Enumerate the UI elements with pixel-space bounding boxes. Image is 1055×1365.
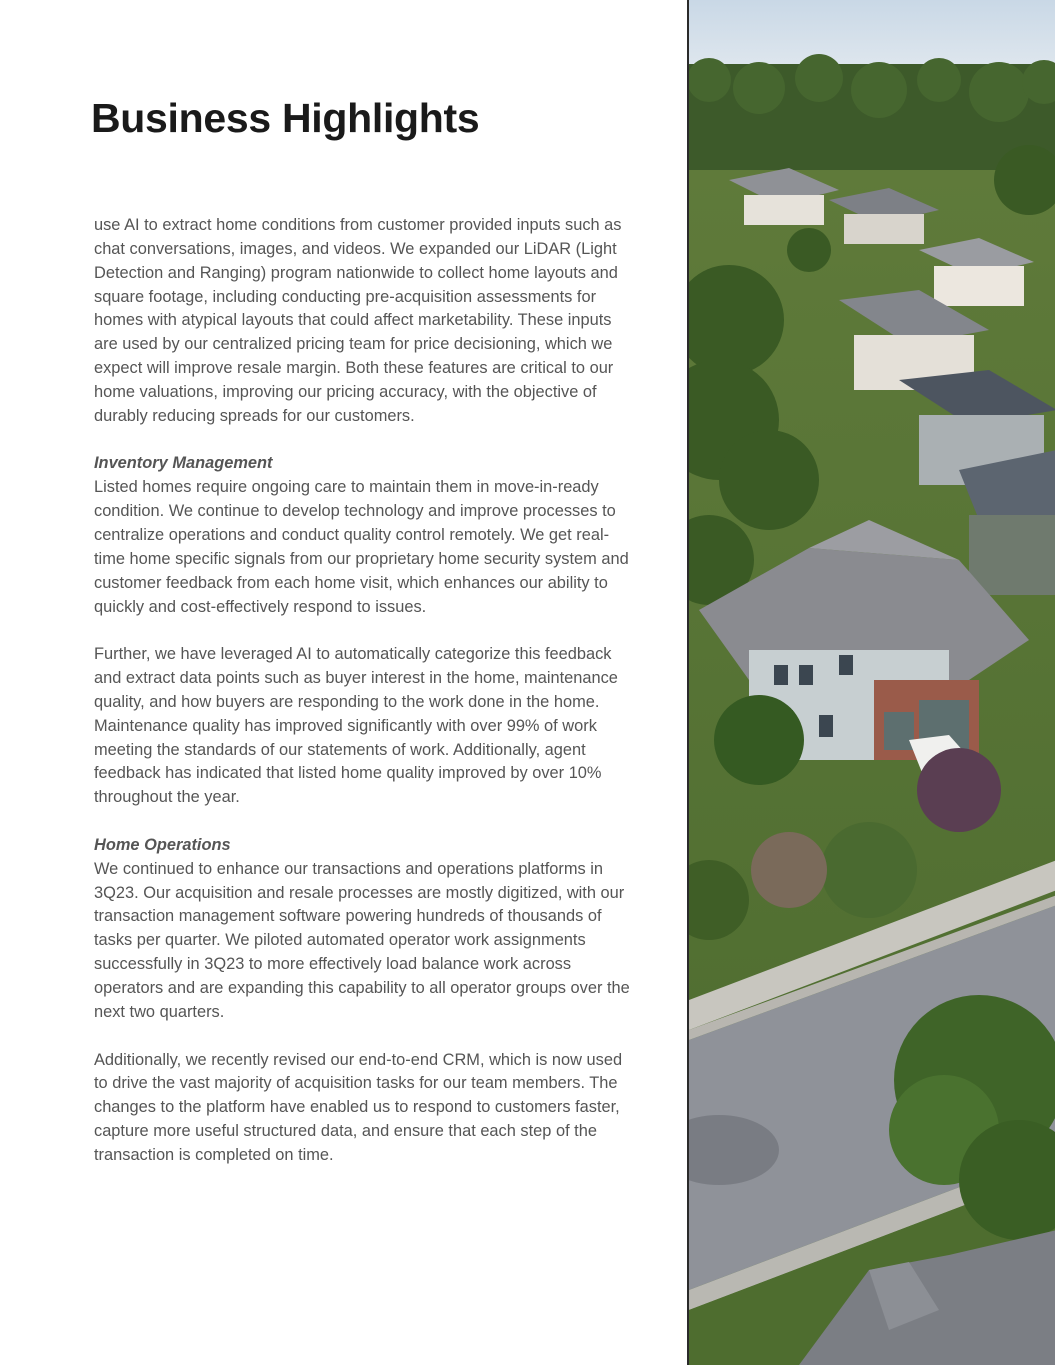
body-text: [94, 214, 639, 1192]
paragraph: Further, we have leveraged AI to automatically categorize this feedback and extract data points such as buyer interest in the home, maintenance quality, and how buyers are responding to the work done in the home. Maintenance quality has improved significantly with over 99% of work meeting the standards of our statements of work. Additionally, agent feedback has indicated that listed home quality improved by over 10% throughout the year.: [94, 645, 618, 807]
section-heading: Home Operations: [94, 835, 231, 854]
section-inventory-management: [94, 452, 639, 619]
photo-illustration: [689, 0, 1055, 1365]
intro-paragraph: use AI to extract home conditions from customer provided inputs such as chat conversations, images, and videos. We expanded our LiDAR (Light Detection and Ranging) program nationwide to collect home layouts and square footage, including conducting pre-acquisition assessments for homes with atypical layouts that could affect marketability. These inputs are used by our centralized pricing team for price decisioning, which we expect will improve resale margin. Both these features are critical to our home valuations, improving our pricing accuracy, with the objective of durably reducing spreads for our customers.: [94, 216, 622, 425]
paragraph: We continued to enhance our transactions and operations platforms in 3Q23. Our acquisition and resale processes are mostly digitized, with our transaction management software powering hundreds of thousands of tasks per quarter. We piloted automated operator work assignments successfully in 3Q23 to more effectively load balance work across operators and are expanding this capability to all operator groups over the next two quarters.: [94, 859, 630, 1021]
paragraph: Listed homes require ongoing care to maintain them in move-in-ready condition. We continue to develop technology and improve processes to centralize operations and conduct quality control remotely. We get real-time home specific signals from our proprietary home security system and customer feedback from each home visit, which enhances our ability to quickly and cost-effectively respond to issues.: [94, 478, 629, 616]
aerial-neighborhood-photo: [687, 0, 1055, 1365]
page-title: Business Highlights: [91, 95, 480, 141]
paragraph: Additionally, we recently revised our end-to-end CRM, which is now used to drive the vast majority of acquisition tasks for our team members. The changes to the platform have enabled us to respond to customers faster, capture more useful structured data, and ensure that each step of the transaction is completed on time.: [94, 1050, 623, 1164]
section-home-operations: [94, 834, 639, 1025]
section-heading: Inventory Management: [94, 454, 273, 473]
